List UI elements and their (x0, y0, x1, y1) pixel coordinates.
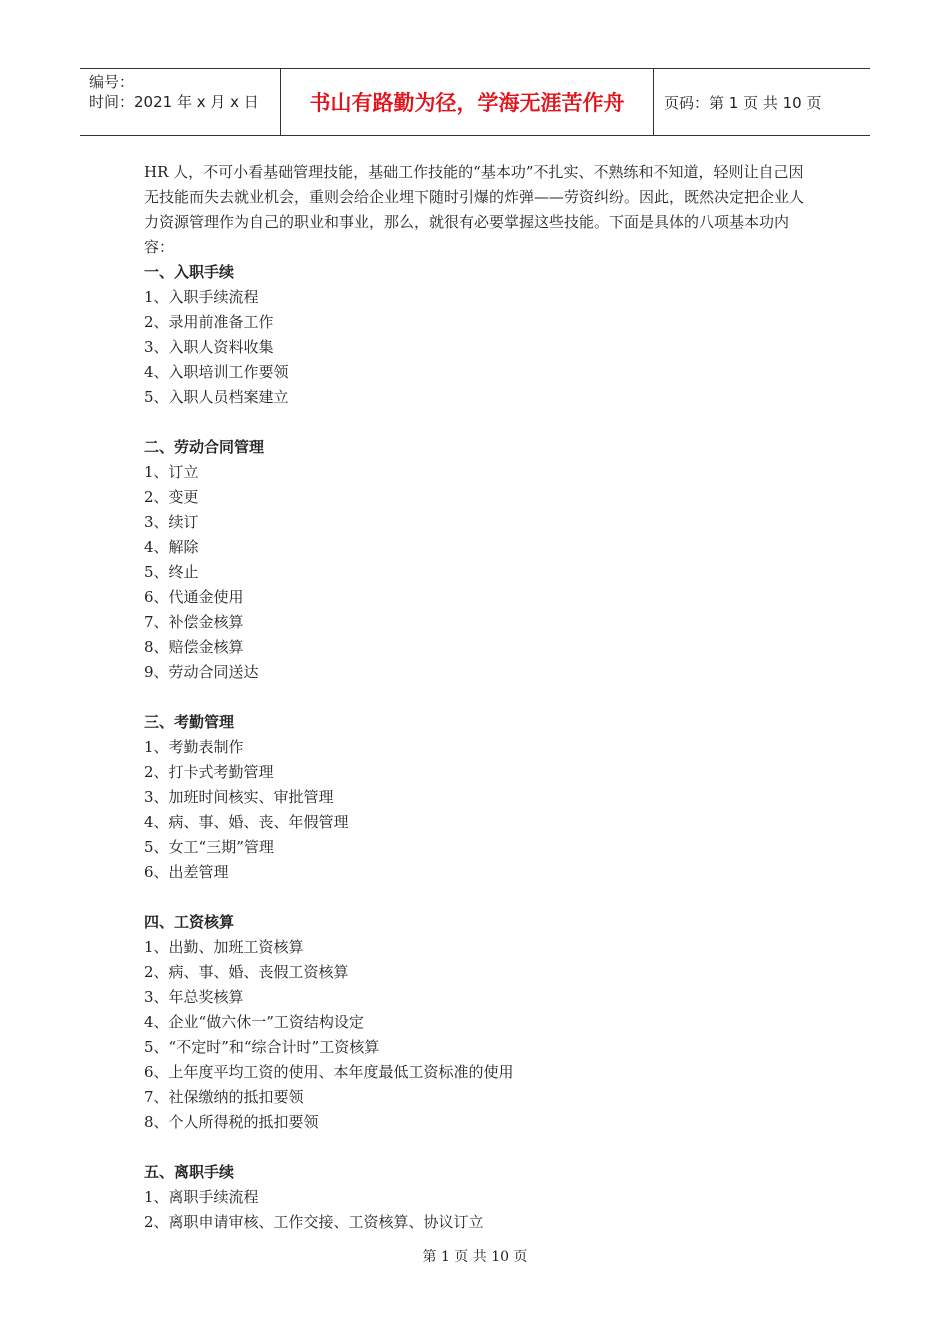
section-spacer (144, 410, 804, 435)
list-item: 8、赔偿金核算 (144, 638, 244, 656)
list-item: 9、劳动合同送达 (144, 663, 259, 681)
list-item: 5、女工“三期”管理 (144, 838, 274, 856)
section-title: 二、劳动合同管理 (144, 438, 265, 456)
header-meta (80, 69, 281, 135)
document-body (144, 160, 804, 1235)
list-item: 1、出勤、加班工资核算 (144, 938, 304, 956)
section-spacer (144, 685, 804, 710)
list-item: 4、病、事、婚、丧、年假管理 (144, 813, 349, 831)
list-item: 2、病、事、婚、丧假工资核算 (144, 963, 349, 981)
section-resignation (144, 1160, 804, 1235)
section-spacer (144, 1135, 804, 1160)
section-onboarding (144, 260, 804, 410)
list-item: 4、解除 (144, 538, 199, 556)
list-item: 2、变更 (144, 488, 199, 506)
list-item: 2、打卡式考勤管理 (144, 763, 274, 781)
list-item: 3、加班时间核实、审批管理 (144, 788, 334, 806)
list-item: 7、社保缴纳的抵扣要领 (144, 1088, 304, 1106)
list-item: 7、补偿金核算 (144, 613, 244, 631)
list-item: 1、考勤表制作 (144, 738, 244, 756)
section-title: 一、入职手续 (144, 263, 235, 281)
section-title: 五、离职手续 (144, 1163, 235, 1181)
section-payroll (144, 910, 804, 1135)
list-item: 1、入职手续流程 (144, 288, 259, 306)
list-item: 2、离职申请审核、工作交接、工资核算、协议订立 (144, 1213, 484, 1231)
list-item: 5、入职人员档案建立 (144, 388, 289, 406)
document-header (80, 68, 870, 136)
section-attendance (144, 710, 804, 885)
list-item: 6、上年度平均工资的使用、本年度最低工资标准的使用 (144, 1063, 514, 1081)
intro-paragraph: HR 人，不可小看基础管理技能，基础工作技能的“基本功”不扎实、不熟练和不知道，轻则让自己因无技能而失去就业机会，重则会给企业埋下随时引爆的炸弹——劳资纠纷。因此，既然决定把企业人力资源管理作为自己的职业和事业，那么，就很有必要掌握这些技能。下面是具体的八项基本功内容： (144, 163, 805, 256)
section-title: 三、考勤管理 (144, 713, 235, 731)
list-item: 5、终止 (144, 563, 199, 581)
header-page-info: 页码：第 1 页 共 10 页 (664, 93, 822, 112)
page-footer: 第 1 页 共 10 页 (422, 1249, 528, 1265)
list-item: 3、年总奖核算 (144, 988, 244, 1006)
list-item: 6、出差管理 (144, 863, 229, 881)
list-item: 1、订立 (144, 463, 199, 481)
list-item: 8、个人所得税的抵扣要领 (144, 1113, 319, 1131)
list-item: 1、离职手续流程 (144, 1188, 259, 1206)
header-motto: 书山有路勤为径，学海无涯苦作舟 (281, 69, 654, 135)
section-title: 四、工资核算 (144, 913, 235, 931)
list-item: 3、续订 (144, 513, 199, 531)
time-label: 时间：2021 年 x 月 x 日 (89, 93, 259, 111)
section-spacer (144, 885, 804, 910)
list-item: 2、录用前准备工作 (144, 313, 274, 331)
list-item: 3、入职人资料收集 (144, 338, 274, 356)
list-item: 5、“不定时”和“综合计时”工资核算 (144, 1038, 380, 1056)
list-item: 6、代通金使用 (144, 588, 244, 606)
number-label: 编号： (89, 73, 135, 91)
section-labor-contract (144, 435, 804, 685)
list-item: 4、企业“做六休一”工资结构设定 (144, 1013, 364, 1031)
list-item: 4、入职培训工作要领 (144, 363, 289, 381)
